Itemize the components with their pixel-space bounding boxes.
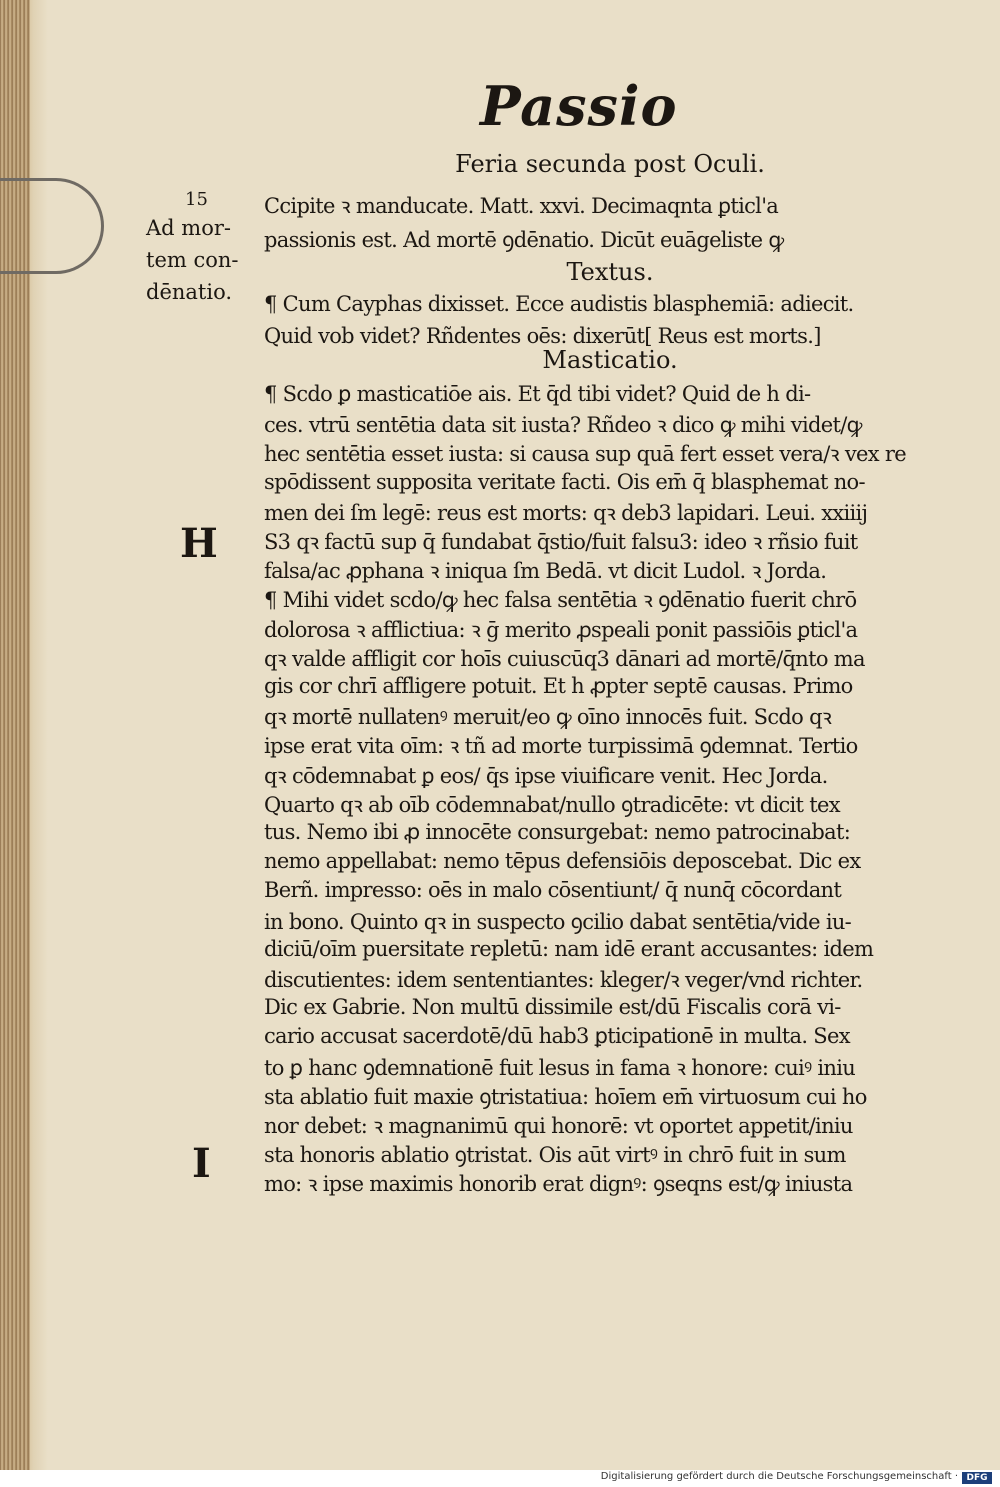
paper-clip-icon <box>0 178 104 274</box>
margin-note-line: dēnatio. <box>146 280 233 304</box>
masticatio-line: qꝛ mortē nullatenꝰ meruit/eo ꝙ oīno innocēs fuit. Scdo qꝛ <box>264 705 832 730</box>
masticatio-line: hec sentētia esset iusta: si causa sup quā fert esset vera/ꝛ vex re <box>264 442 906 467</box>
page-title: Passio <box>480 74 678 138</box>
masticatio-line: to ꝑ hanc ꝯdemnationē fuit lesus in fama ꝛ honore: cuiꝰ iniu <box>264 1055 856 1080</box>
masticatio-line: in bono. Quinto qꝛ in suspecto ꝯcilio dabat sentētia/vide iu- <box>264 909 852 934</box>
masticatio-line: ¶ Scdo ꝑ masticatiōe ais. Et q̄d tibi videt? Quid de h̄ di- <box>264 382 811 406</box>
masticatio-line: Quarto qꝛ ab oīb cōdemnabat/nullo ꝯtradicēte: vt dicit tex <box>264 792 840 817</box>
section-heading-masticatio: Masticatio. <box>542 346 678 374</box>
masticatio-line: qꝛ valde affligit cor hoīs cuiuscūq3 dānari ad mortē/q̄nto ma <box>264 646 865 671</box>
margin-letter-h: H <box>180 520 218 567</box>
masticatio-line: gis cor chrī affligere potuit. Et h̄ ꝓpter septē causas. Primo <box>264 674 853 698</box>
masticatio-line: spōdissent supposita veritate facti. Ois em̄ q̄ blasphemat no- <box>264 469 865 494</box>
masticatio-line: Dic ex Gabrie. Non multū dissimile est/dū Fiscalis corā vi- <box>264 995 841 1020</box>
masticatio-line: ipse erat vita oīm: ꝛ tñ ad morte turpissimā ꝯdemnat. Tertio <box>264 734 858 759</box>
masticatio-line: diciū/oīm puersitate repletū: nam idē erant accusantes: idem <box>264 936 874 961</box>
section-heading-textus: Textus. <box>566 258 654 286</box>
masticatio-line: men dei ſm legē: reus est morts: qꝛ deb3 lapidari. Leui. xxiiij <box>264 500 868 525</box>
signature-mark: 15 <box>185 189 208 210</box>
intro-line: Ccipite ꝛ manducate. Matt. xxvi. Decimaqnta ꝑticl'a <box>264 194 779 218</box>
masticatio-line: discutientes: idem sententiantes: kleger/ꝛ veger/vnd richter. <box>264 968 863 992</box>
margin-note-line: tem con- <box>146 248 239 272</box>
masticatio-line: cario accusat sacerdotē/dū hab3 ꝑticipationē in multa. Sex <box>264 1024 850 1049</box>
masticatio-line: tus. Nemo ibi ꝓ innocēte consurgebat: nemo patrocinabat: <box>264 820 851 844</box>
textus-line: ¶ Cum Cayphas dixisset. Ecce audistis blasphemiā: adiecit. <box>264 292 854 316</box>
masticatio-line: mo: ꝛ ipse maximis honorib erat dignꝰ: ꝯseqns est/ꝙ iniusta <box>264 1172 853 1197</box>
running-heading: Feria secunda post Oculi. <box>455 150 765 178</box>
masticatio-line: sta ablatio fuit maxie ꝯtristatiua: hoīem em̄ virtuosum cui ho <box>264 1084 867 1109</box>
intro-line: passionis est. Ad mortē ꝯdēnatio. Dicūt euāgeliste ꝙ <box>264 228 784 252</box>
masticatio-line: Berñ. impresso: oēs in malo cōsentiunt/ q̄ nunq̄ cōcordant <box>264 878 842 903</box>
masticatio-line: sta honoris ablatio ꝯtristat. Ois aūt virtꝰ in chrō fuit in sum <box>264 1143 846 1168</box>
masticatio-line: ¶ Mihi videt scdo/ꝙ hec falsa sentētia ꝛ ꝯdēnatio fuerit chrō <box>264 588 857 613</box>
masticatio-line: falsa/ac ꝓphana ꝛ iniqua ſm Bedā. vt dicit Ludol. ꝛ Jorda. <box>264 559 827 584</box>
margin-note-line: Ad mor- <box>146 216 231 240</box>
masticatio-line: dolorosa ꝛ afflictiua: ꝛ ḡ merito ꝓspeali ponit passiōis ꝑticl'a <box>264 617 858 642</box>
masticatio-line: ces. vtrū sentētia data sit iusta? Rñdeo ꝛ dico ꝙ mihi videt/ꝙ <box>264 413 862 438</box>
masticatio-line: nor debet: ꝛ magnanimū qui honorē: vt oportet appetit/iniu <box>264 1114 853 1138</box>
footer-credit: Digitalisierung gefördert durch die Deutsche Forschungsgemeinschaft · <box>600 1471 958 1482</box>
masticatio-line: qꝛ cōdemnabat ꝑ eos/ q̄s ipse viuificare venit. Hec Jorda. <box>264 763 828 788</box>
dfg-logo: DFG <box>962 1472 992 1484</box>
margin-letter-i: I <box>192 1140 211 1187</box>
textus-line: Quid vob videt? Rñdentes oēs: dixerūt[ Reus est morts.] <box>264 324 821 348</box>
masticatio-line: S3 qꝛ factū sup q̄ fundabat q̄stio/fuit falsu3: ideo ꝛ rñsio fuit <box>264 530 858 554</box>
masticatio-line: nemo appellabat: nemo tēpus defensiōis deposcebat. Dic ex <box>264 849 861 874</box>
